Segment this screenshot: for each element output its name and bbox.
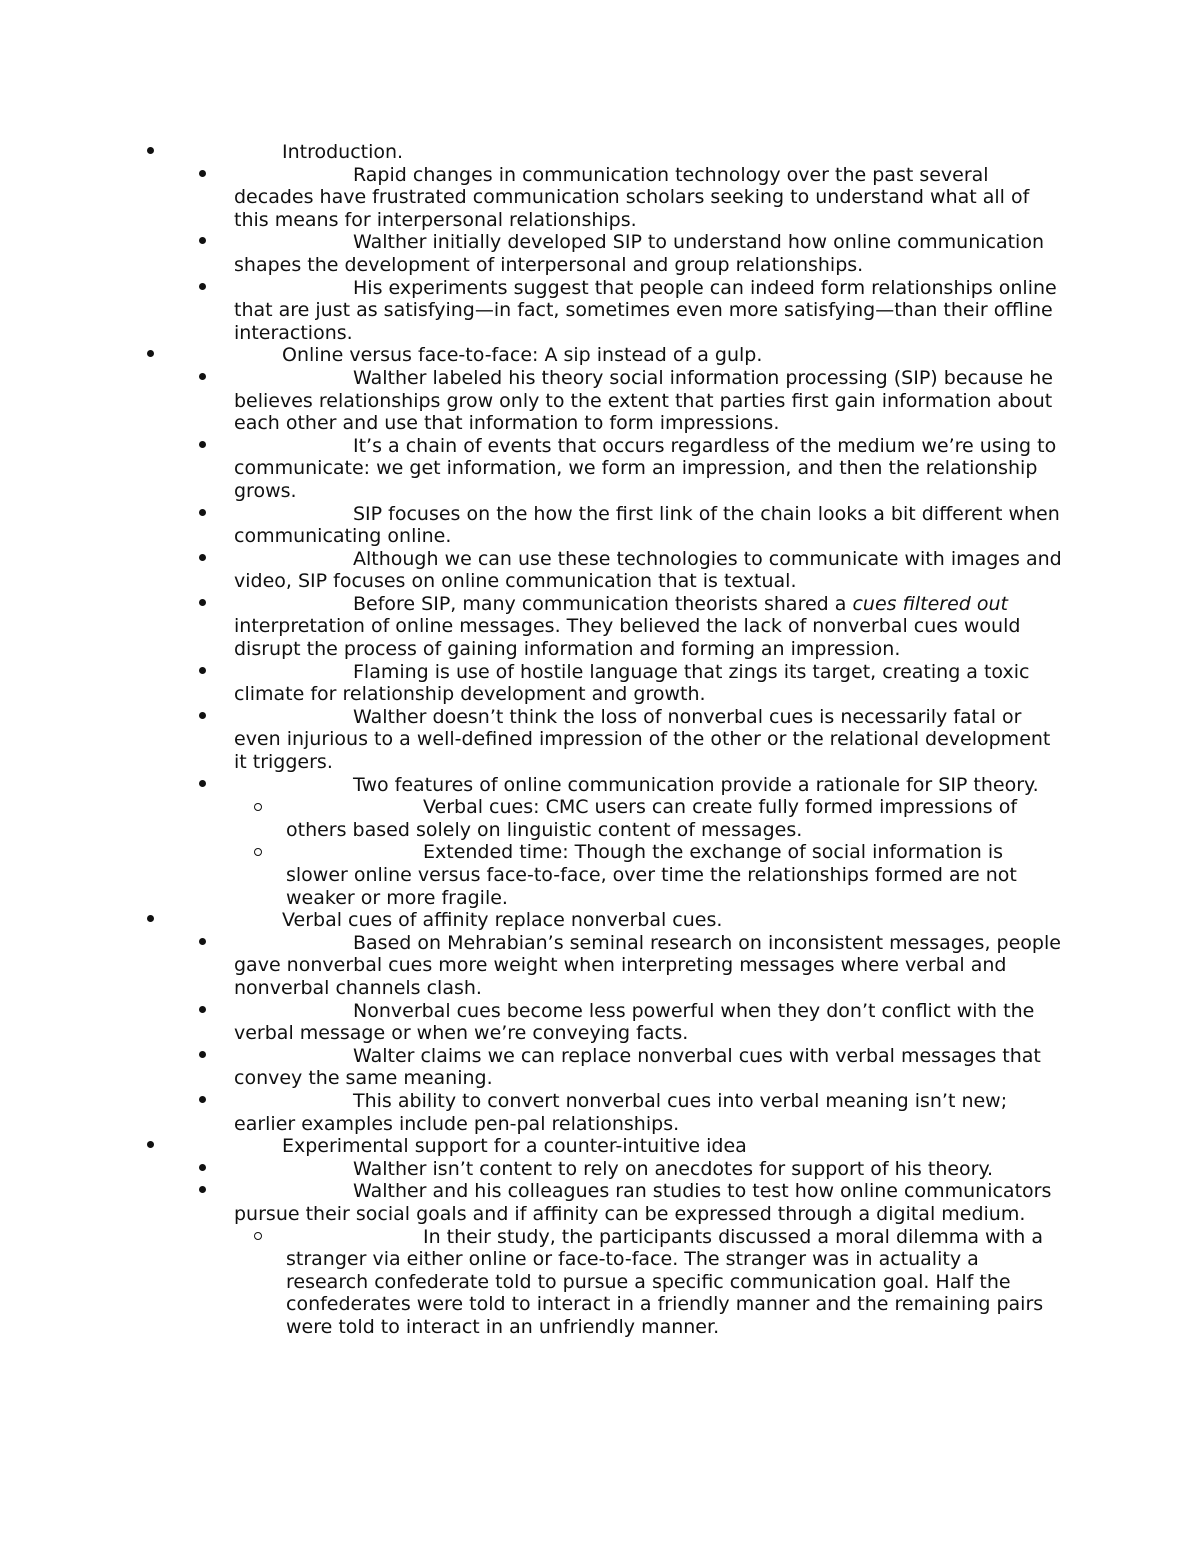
bullet-icon [192, 435, 212, 458]
list-item-text: Introduction. [282, 141, 404, 163]
list-item-text: Based on Mehrabian’s seminal research on inconsistent messages, people gave nonverbal cues more weight when interpreting messages where verbal and nonverbal channels clash. [234, 931, 1061, 999]
list-item-text: SIP focuses on the how the first link of the chain looks a bit different when communicating online. [234, 502, 1060, 548]
list-item-text: Walter claims we can replace nonverbal cues with verbal messages that convey the same meaning. [234, 1044, 1041, 1090]
list-item-text: Flaming is use of hostile language that zings its target, creating a toxic climate for relationship development and growth. [234, 660, 1030, 706]
list-item-text: Walther and his colleagues ran studies to test how online communicators pursue their social goals and if affinity can be expressed through a digital medium. [234, 1180, 1052, 1225]
outline-list [0, 141, 1200, 1338]
circle-bullet-icon [248, 841, 268, 864]
list-item-text: Walther doesn’t think the loss of nonverbal cues is necessarily fatal or even injurious to a well-defined impression of the other or the relational development it triggers. [234, 705, 1051, 774]
list-item [0, 841, 1200, 909]
bullet-icon [140, 141, 160, 164]
bullet-icon [192, 1045, 212, 1068]
list-item [0, 1226, 1200, 1339]
list-item-text: Experimental support for a counter-intuitive idea [282, 1135, 747, 1158]
bullet-icon [192, 1180, 212, 1203]
list-item-text: Rapid changes in communication technology over the past several decades have frustrated communication scholars seeking to understand what all of this means for interpersonal relationships. [234, 163, 1030, 231]
bullet-icon [192, 593, 212, 616]
list-item [0, 1000, 1200, 1045]
list-item-text [234, 593, 1064, 661]
list-item [0, 1158, 1200, 1181]
list-item-text: His experiments suggest that people can indeed form relationships online that are just as satisfying—in fact, sometimes even more satisfying—than their offline interactions. [234, 276, 1057, 344]
list-item [0, 435, 1200, 503]
list-item-text: This ability to convert nonverbal cues into verbal meaning isn’t new; earlier examples include pen-pal relationships. [234, 1089, 1008, 1135]
list-item-text: Walther isn’t content to rely on anecdotes for support of his theory. [353, 1157, 994, 1180]
list-item [0, 277, 1200, 345]
list-item [0, 932, 1200, 1000]
list-item-text: In their study, the participants discussed a moral dilemma with a stranger via either online or face-to-face. The stranger was in actuality a research confederate told to pursue a specific communication goal. Half the confederates were told to interact in a friendly manner and the remaining pairs were told to interact in an unfriendly manner. [286, 1225, 1044, 1338]
bullet-icon [192, 367, 212, 390]
list-item-text: It’s a chain of events that occurs regardless of the medium we’re using to communicate: we get information, we form an impression, and then the relationship grows. [234, 434, 1057, 502]
circle-bullet-icon [248, 1226, 268, 1249]
list-item-text: Extended time: Though the exchange of social information is slower online versus face-to-face, over time the relationships formed are not weaker or more fragile. [286, 841, 1017, 909]
list-item [0, 1045, 1200, 1090]
bullet-icon [192, 1158, 212, 1181]
list-item-text: Walther labeled his theory social information processing (SIP) because he believes relationships grow only to the extent that parties first gain information about each other and use that information to form impressions. [234, 366, 1053, 435]
list-item [0, 661, 1200, 706]
bullet-icon [192, 774, 212, 797]
list-item [0, 141, 1200, 164]
circle-bullet-icon [248, 796, 268, 819]
bullet-icon [192, 661, 212, 684]
bullet-icon [192, 164, 212, 187]
text-segment: Before SIP, many communication theorists shared a [353, 592, 853, 615]
list-item [0, 503, 1200, 548]
list-item [0, 593, 1200, 661]
list-item [0, 367, 1200, 435]
bullet-icon [192, 1090, 212, 1113]
bullet-icon [192, 932, 212, 955]
list-item [0, 796, 1200, 841]
list-item [0, 1180, 1200, 1225]
list-item-text: Nonverbal cues become less powerful when they don’t conflict with the verbal message or when we’re conveying facts. [234, 999, 1035, 1045]
list-item-text: Online versus face-to-face: A sip instead of a gulp. [282, 344, 763, 367]
list-item [0, 164, 1200, 232]
list-item [0, 231, 1200, 276]
bullet-icon [192, 548, 212, 571]
list-item [0, 548, 1200, 593]
list-item [0, 344, 1200, 367]
text-segment: interpretation of online messages. They believed the lack of nonverbal cues would disrupt the process of gaining information and forming an impression. [234, 615, 1021, 661]
bullet-icon [192, 231, 212, 254]
list-item-text: Verbal cues: CMC users can create fully formed impressions of others based solely on linguistic content of messages. [286, 796, 1018, 841]
list-item [0, 1090, 1200, 1135]
list-item-text: Verbal cues of affinity replace nonverbal cues. [282, 909, 723, 932]
bullet-icon [192, 706, 212, 729]
italic-term: cues filtered out [852, 592, 1008, 615]
list-item [0, 1135, 1200, 1158]
list-item-text: Two features of online communication provide a rationale for SIP theory. [353, 773, 1039, 796]
list-item [0, 909, 1200, 932]
bullet-icon [140, 1135, 160, 1158]
list-item-text: Walther initially developed SIP to understand how online communication shapes the development of interpersonal and group relationships. [234, 231, 1045, 276]
list-item [0, 706, 1200, 774]
list-item [0, 774, 1200, 797]
bullet-icon [192, 1000, 212, 1023]
bullet-icon [192, 277, 212, 300]
list-item-text: Although we can use these technologies to communicate with images and video, SIP focuses on online communication that is textual. [234, 547, 1062, 593]
bullet-icon [140, 344, 160, 367]
bullet-icon [192, 503, 212, 526]
bullet-icon [140, 909, 160, 932]
